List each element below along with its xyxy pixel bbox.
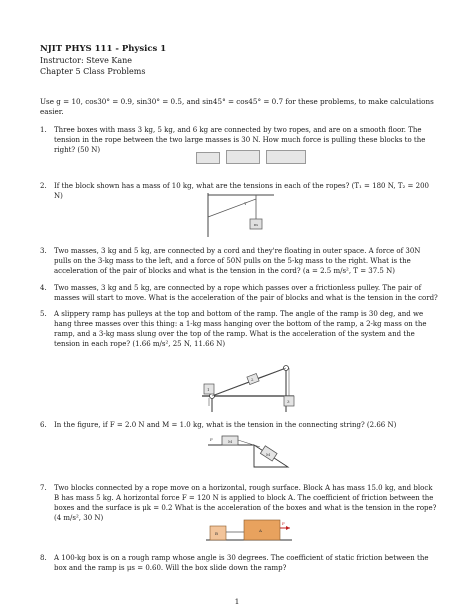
figure-three-boxes [196, 148, 308, 164]
course-title: NJIT PHYS 111 - Physics 1 [40, 44, 167, 54]
box-large [266, 150, 306, 164]
label-a: A [259, 528, 262, 533]
problem-6 [40, 420, 438, 430]
problem-number: 2. [40, 182, 47, 190]
label-f: F [210, 437, 213, 442]
label-m1: M [228, 439, 233, 444]
figure-two-blocks-rope [206, 514, 292, 542]
figure-hanging-block [204, 191, 276, 239]
problem-text: A 100-kg box is on a rough ramp whose angle is 30 degrees. The coefficient of static friction between the box and the ramp is μs = 0.60. Will the box slide down the ramp? [54, 554, 429, 572]
document-header [40, 44, 166, 77]
chapter-line: Chapter 5 Class Problems [40, 67, 146, 76]
problem-text: Two blocks connected by a rope move on a horizontal, rough surface. Block A has mass 15.0 kg, and block B has mass 5 kg. A horizontal force F = 120 N is applied to block A. The coefficient of friction between the boxes and the surface is μk = 0.2 What is the acceleration of the boxes and what is the tension in the rope? (4 m/s², 30 N) [54, 484, 437, 522]
problem-4 [40, 283, 438, 303]
figure-block-and-incline [208, 431, 290, 469]
label-m: m [254, 222, 258, 227]
page-number: 1 [234, 597, 240, 606]
label-m2: M [266, 452, 271, 457]
problem-text: Two masses, 3 kg and 5 kg, are connected by a rope which passes over a frictionless pulley. The pair of masses will start to move. What is the acceleration of the pair of blocks and what is the tension in the cord? [54, 284, 438, 302]
mass-label-3: 3 [287, 399, 290, 404]
problem-number: 5. [40, 310, 47, 318]
problem-5 [40, 309, 438, 349]
problem-number: 3. [40, 247, 47, 255]
instructor-line: Instructor: Steve Kane [40, 56, 133, 65]
problem-text: If the block shown has a mass of 10 kg, what are the tensions in each of the ropes? (T₁ = 180 N, T₂ = 200 N) [54, 182, 430, 200]
problem-text: Three boxes with mass 3 kg, 5 kg, and 6 kg are connected by two ropes, and are on a smooth floor. The tension in the rope between the two large masses is 30 N. How much force is pulling these blocks to the right? (50 N) [54, 126, 426, 154]
problem-number: 1. [40, 126, 47, 134]
box-small [196, 152, 220, 164]
problem-number: 4. [40, 284, 47, 292]
figure-ramp-pulleys [198, 356, 298, 414]
problem-number: 8. [40, 554, 47, 562]
problem-3 [40, 246, 438, 276]
problem-text: Two masses, 3 kg and 5 kg, are connected by a cord and they're floating in outer space. A force of 30N pulls on the 3-kg mass to the left, and a force of 50N pulls on the 5-kg mass to the right. What is the acceleration of the pair of blocks and what is the tension in the cord? (a = 2.5 m/s², T = 37.5 N) [54, 247, 421, 275]
problem-text: A slippery ramp has pulleys at the top and bottom of the ramp. The angle of the ramp is 30 deg, and we hang three masses over this thing: a 1-kg mass hanging over the bottom of the ramp, a 2-kg mass on the ramp, and a 3-kg mass slung over the top of the ramp. What is the acceleration of the system and the tension in each rope? (1.66 m/s², 25 N, 11.66 N) [54, 310, 427, 348]
label-t: T [244, 201, 247, 206]
problem-8 [40, 553, 438, 573]
problem-number: 7. [40, 484, 47, 492]
mass-label-1: 1 [207, 387, 210, 392]
problem-number: 6. [40, 421, 47, 429]
label-force: F [282, 521, 285, 526]
box-medium [226, 150, 260, 164]
intro-text: Use g = 10, cos30° = 0.9, sin30° = 0.5, and sin45° = cos45° = 0.7 for these problems, to make calculations easier. [40, 97, 434, 116]
problem-text: In the figure, if F = 2.0 N and M = 1.0 kg, what is the tension in the connecting string? (2.66 N) [54, 421, 397, 429]
mass-label-2: 2 [251, 377, 254, 382]
label-b: B [215, 531, 218, 536]
